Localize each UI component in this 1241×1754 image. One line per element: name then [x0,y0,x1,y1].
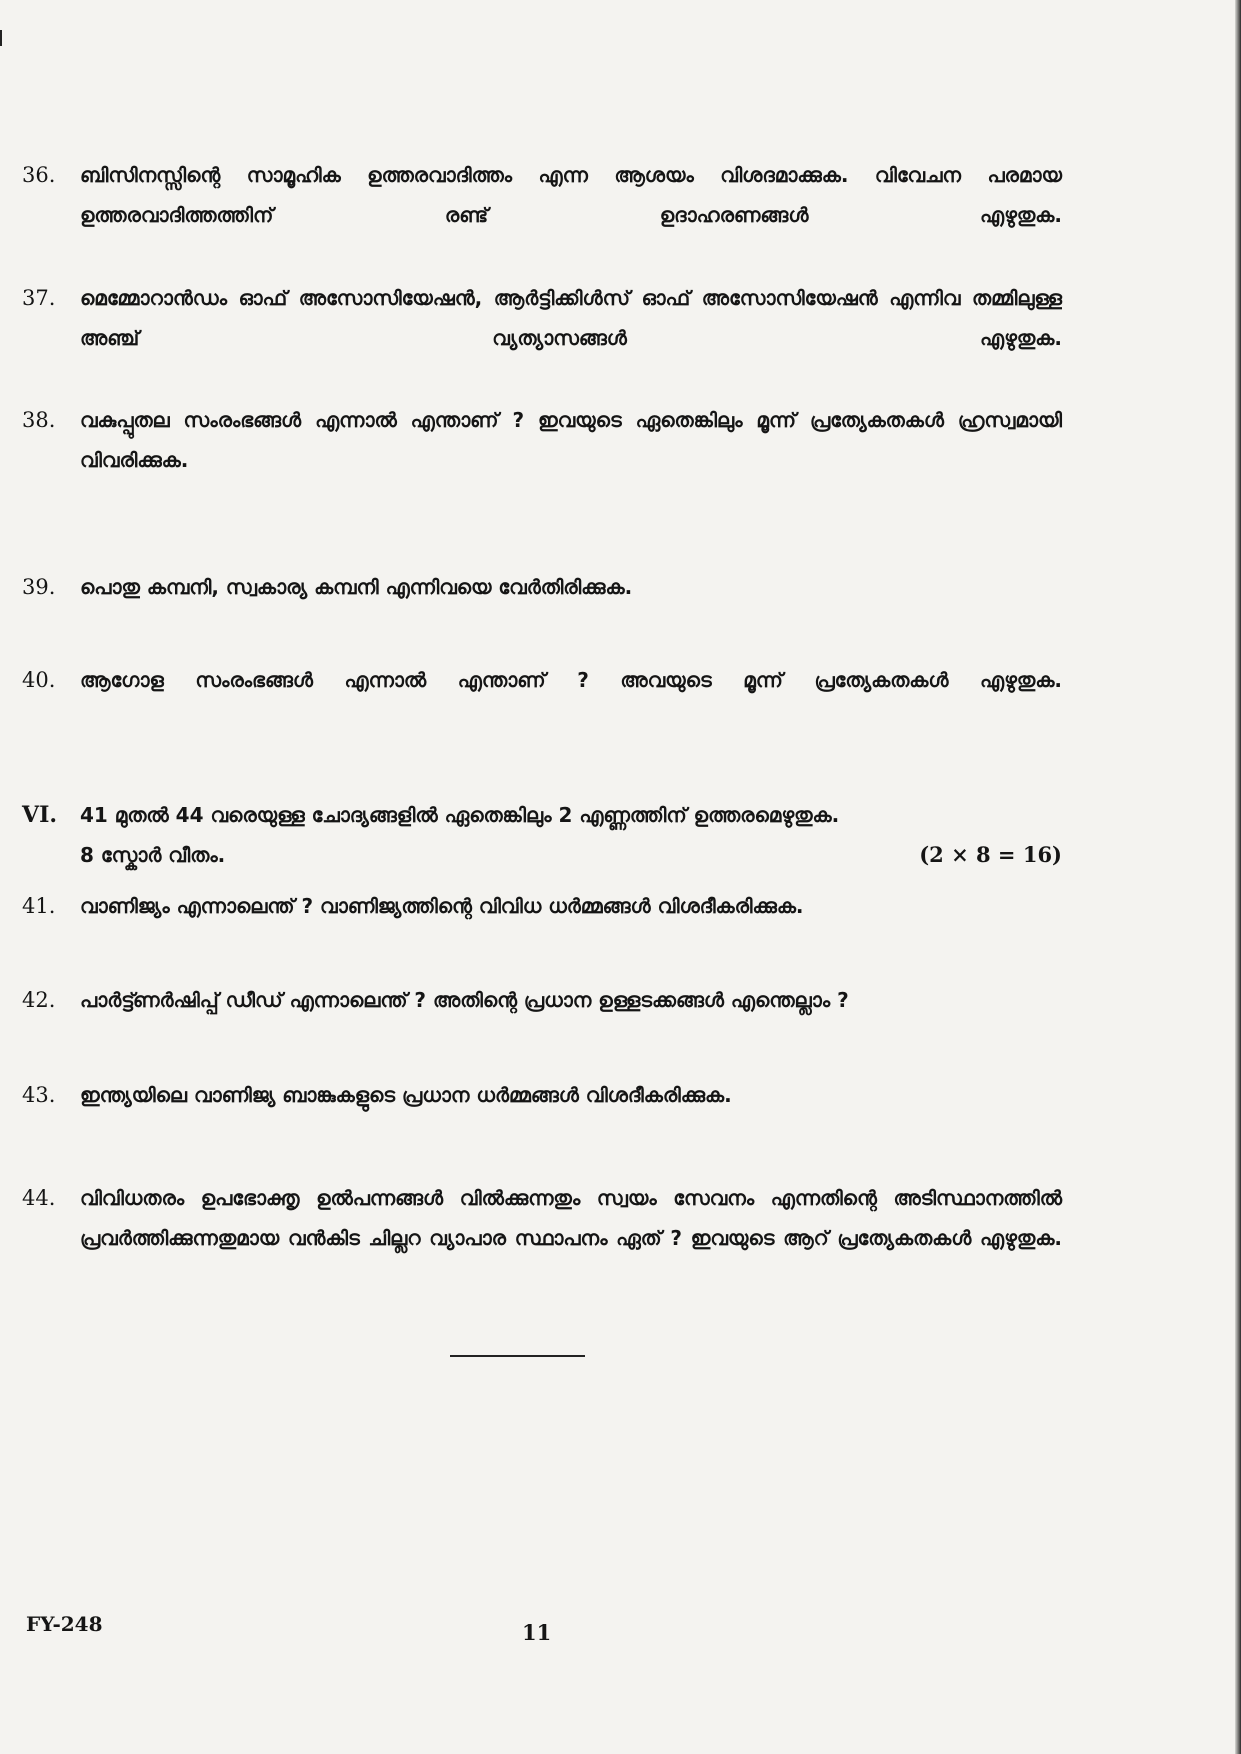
question-39 [22,567,1062,607]
section-number: VI. [22,802,58,828]
question-text: ആഗോള സംരംഭങ്ങൾ എന്നാൽ എന്താണ് ? അവയുടെ മൂന്ന് പ്രത്യേകതകൾ എഴുതുക. [80,668,1062,692]
question-42 [22,980,1062,1020]
question-38 [22,400,1062,480]
question-number: 39. [22,575,56,599]
section-marks: (2 × 8 = 16) [919,842,1062,867]
section-vi-instructions [22,795,1062,875]
paper-code: FY-248 [26,1612,103,1636]
question-number: 43. [22,1083,56,1107]
section-instruction-line2: 8 സ്കോർ വീതം. [80,843,226,867]
question-text: വാണിജ്യം എന്നാലെന്ത് ? വാണിജ്യത്തിന്റെ വിവിധ ധർമ്മങ്ങൾ വിശദീകരിക്കുക. [80,894,804,918]
question-44 [22,1178,1062,1258]
question-36 [22,155,1062,235]
question-number: 44. [22,1186,56,1210]
question-text: ഇന്ത്യയിലെ വാണിജ്യ ബാങ്കുകളുടെ പ്രധാന ധർമ്മങ്ങൾ വിശദീകരിക്കുക. [80,1083,732,1107]
question-number: 36. [22,163,56,187]
question-number: 41. [22,894,56,918]
end-divider [450,1355,585,1357]
question-number: 40. [22,668,56,692]
question-number: 38. [22,408,56,432]
question-43 [22,1075,1062,1115]
question-text: വിവിധതരം ഉപഭോക്തൃ ഉൽപന്നങ്ങൾ വിൽക്കുന്നതും സ്വയം സേവനം എന്നതിന്റെ അടിസ്ഥാനത്തിൽ പ്രവർത്തിക്കുന്നതുമായ വൻകിട ചില്ലറ വ്യാപാര സ്ഥാപനം ഏത് ? ഇവയുടെ ആറ് പ്രത്യേകതകൾ എഴുതുക. [80,1186,1062,1250]
question-text: ബിസിനസ്സിന്റെ സാമൂഹിക ഉത്തരവാദിത്തം എന്ന ആശയം വിശദമാക്കുക. വിവേചന പരമായ ഉത്തരവാദിത്തത്തിന് രണ്ട് ഉദാഹരണങ്ങൾ എഴുതുക. [80,163,1062,227]
question-number: 37. [22,286,56,310]
question-text: വകുപ്പുതല സംരംഭങ്ങൾ എന്നാൽ എന്താണ് ? ഇവയുടെ ഏതെങ്കിലും മൂന്ന് പ്രത്യേകതകൾ ഹ്രസ്വമായി വിവരിക്കുക. [80,408,1062,472]
scan-edge [1235,0,1241,1754]
question-number: 42. [22,988,56,1012]
question-40 [22,660,1062,700]
question-text: പൊതു കമ്പനി, സ്വകാര്യ കമ്പനി എന്നിവയെ വേർതിരിക്കുക. [80,575,633,599]
question-37 [22,278,1062,358]
question-41 [22,886,1062,926]
page-number: 11 [522,1620,552,1645]
section-instruction-line1: 41 മുതൽ 44 വരെയുള്ള ചോദ്യങ്ങളിൽ ഏതെങ്കിലും 2 എണ്ണത്തിന് ഉത്തരമെഴുതുക. [80,803,840,827]
question-text: മെമ്മോറാൻഡം ഓഫ് അസോസിയേഷൻ, ആർട്ടിക്കിൾസ് ഓഫ് അസോസിയേഷൻ എന്നിവ തമ്മിലുള്ള അഞ്ച് വ്യത്യാസങ്ങൾ എഴുതുക. [80,286,1062,350]
scan-mark [0,30,2,46]
question-text: പാർട്ട്ണർഷിപ്പ് ഡീഡ് എന്നാലെന്ത് ? അതിന്റെ പ്രധാന ഉള്ളടക്കങ്ങൾ എന്തെല്ലാം ? [80,988,849,1012]
